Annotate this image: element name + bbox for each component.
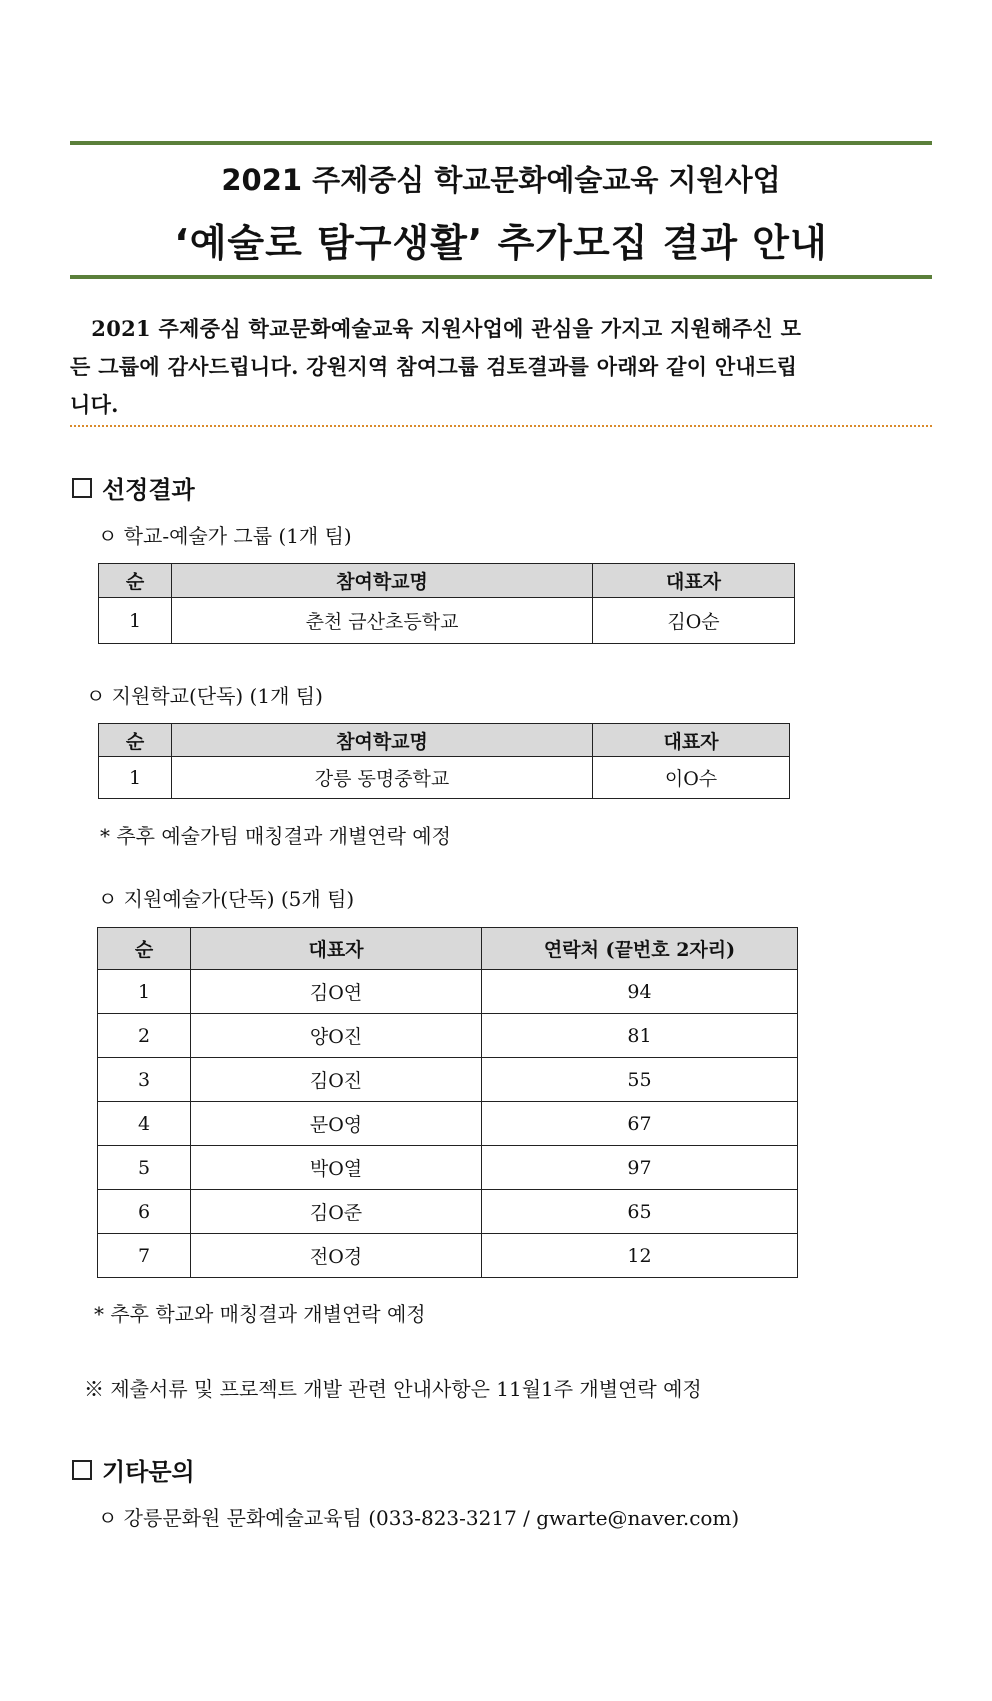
group3-label: ㅇ 지원예술가(단독) (5개 팀) — [98, 887, 355, 911]
cell: 6 — [98, 1190, 191, 1234]
table-row — [98, 1058, 798, 1102]
section-heading-results — [72, 470, 195, 505]
table-row — [98, 1102, 798, 1146]
cell: 65 — [482, 1190, 798, 1234]
cell: 12 — [482, 1234, 798, 1278]
intro-line: 든 그룹에 감사드립니다. 강원지역 참여그룹 검토결과를 아래와 같이 안내드립 — [70, 354, 798, 379]
group3-table — [97, 927, 798, 1278]
cell: 67 — [482, 1102, 798, 1146]
title-line-1: 2021 주제중심 학교문화예술교육 지원사업 — [221, 163, 781, 197]
cell: 1 — [99, 757, 172, 799]
cell: 1 — [99, 598, 172, 644]
group2-table — [98, 723, 790, 799]
cell: 4 — [98, 1102, 191, 1146]
col-header: 대표자 — [191, 928, 482, 970]
table-row — [98, 1014, 798, 1058]
checkbox-square-icon — [72, 1460, 92, 1480]
intro-line: 2021 주제중심 학교문화예술교육 지원사업에 관심을 가지고 지원해주신 모 — [70, 316, 802, 341]
col-header: 대표자 — [593, 724, 790, 757]
group1-table — [98, 563, 795, 644]
contact-line: ㅇ 강릉문화원 문화예술교육팀 (033-823-3217 / gwarte@naver.com) — [98, 1506, 740, 1530]
cell: 2 — [98, 1014, 191, 1058]
cell: 81 — [482, 1014, 798, 1058]
cell: 춘천 금산초등학교 — [172, 598, 593, 644]
table-row — [99, 598, 795, 644]
col-header: 연락처 (끝번호 2자리) — [482, 928, 798, 970]
checkbox-square-icon — [72, 478, 92, 498]
table-row — [98, 1234, 798, 1278]
group2-label: ㅇ 지원학교(단독) (1개 팀) — [86, 684, 323, 708]
title-line-2: ‘예술로 탐구생활’ 추가모집 결과 안내 — [174, 221, 828, 265]
table-row — [99, 757, 790, 799]
section-title: 기타문의 — [102, 1457, 195, 1486]
col-header: 참여학교명 — [172, 564, 593, 598]
top-rule — [70, 141, 932, 145]
remark: ※ 제출서류 및 프로젝트 개발 관련 안내사항은 11월1주 개별연락 예정 — [84, 1377, 702, 1401]
col-header: 참여학교명 — [172, 724, 593, 757]
cell: 김O진 — [191, 1058, 482, 1102]
cell: 강릉 동명중학교 — [172, 757, 593, 799]
cell: 1 — [98, 970, 191, 1014]
cell: 김O순 — [593, 598, 795, 644]
intro-line: 니다. — [70, 392, 119, 417]
cell: 7 — [98, 1234, 191, 1278]
table-header-row — [98, 928, 798, 970]
cell: 김O준 — [191, 1190, 482, 1234]
cell: 김O연 — [191, 970, 482, 1014]
table-header-row — [99, 724, 790, 757]
section-heading-inquiries — [72, 1452, 195, 1487]
intro-paragraph — [70, 310, 932, 424]
cell: 5 — [98, 1146, 191, 1190]
cell: 박O열 — [191, 1146, 482, 1190]
table-row — [98, 1146, 798, 1190]
cell: 전O경 — [191, 1234, 482, 1278]
table-row — [98, 1190, 798, 1234]
col-header: 순 — [98, 928, 191, 970]
table-row — [98, 970, 798, 1014]
col-header: 대표자 — [593, 564, 795, 598]
dotted-divider — [70, 425, 932, 427]
section-title: 선정결과 — [102, 475, 195, 504]
cell: 97 — [482, 1146, 798, 1190]
cell: 양O진 — [191, 1014, 482, 1058]
group2-note: * 추후 예술가팀 매칭결과 개별연락 예정 — [100, 824, 451, 848]
cell: 문O영 — [191, 1102, 482, 1146]
bottom-rule — [70, 275, 932, 279]
cell: 3 — [98, 1058, 191, 1102]
table-header-row — [99, 564, 795, 598]
cell: 94 — [482, 970, 798, 1014]
col-header: 순 — [99, 724, 172, 757]
col-header: 순 — [99, 564, 172, 598]
cell: 이O수 — [593, 757, 790, 799]
cell: 55 — [482, 1058, 798, 1102]
group1-label: ㅇ 학교-예술가 그룹 (1개 팀) — [98, 524, 352, 548]
group3-note: * 추후 학교와 매칭결과 개별연락 예정 — [94, 1302, 426, 1326]
